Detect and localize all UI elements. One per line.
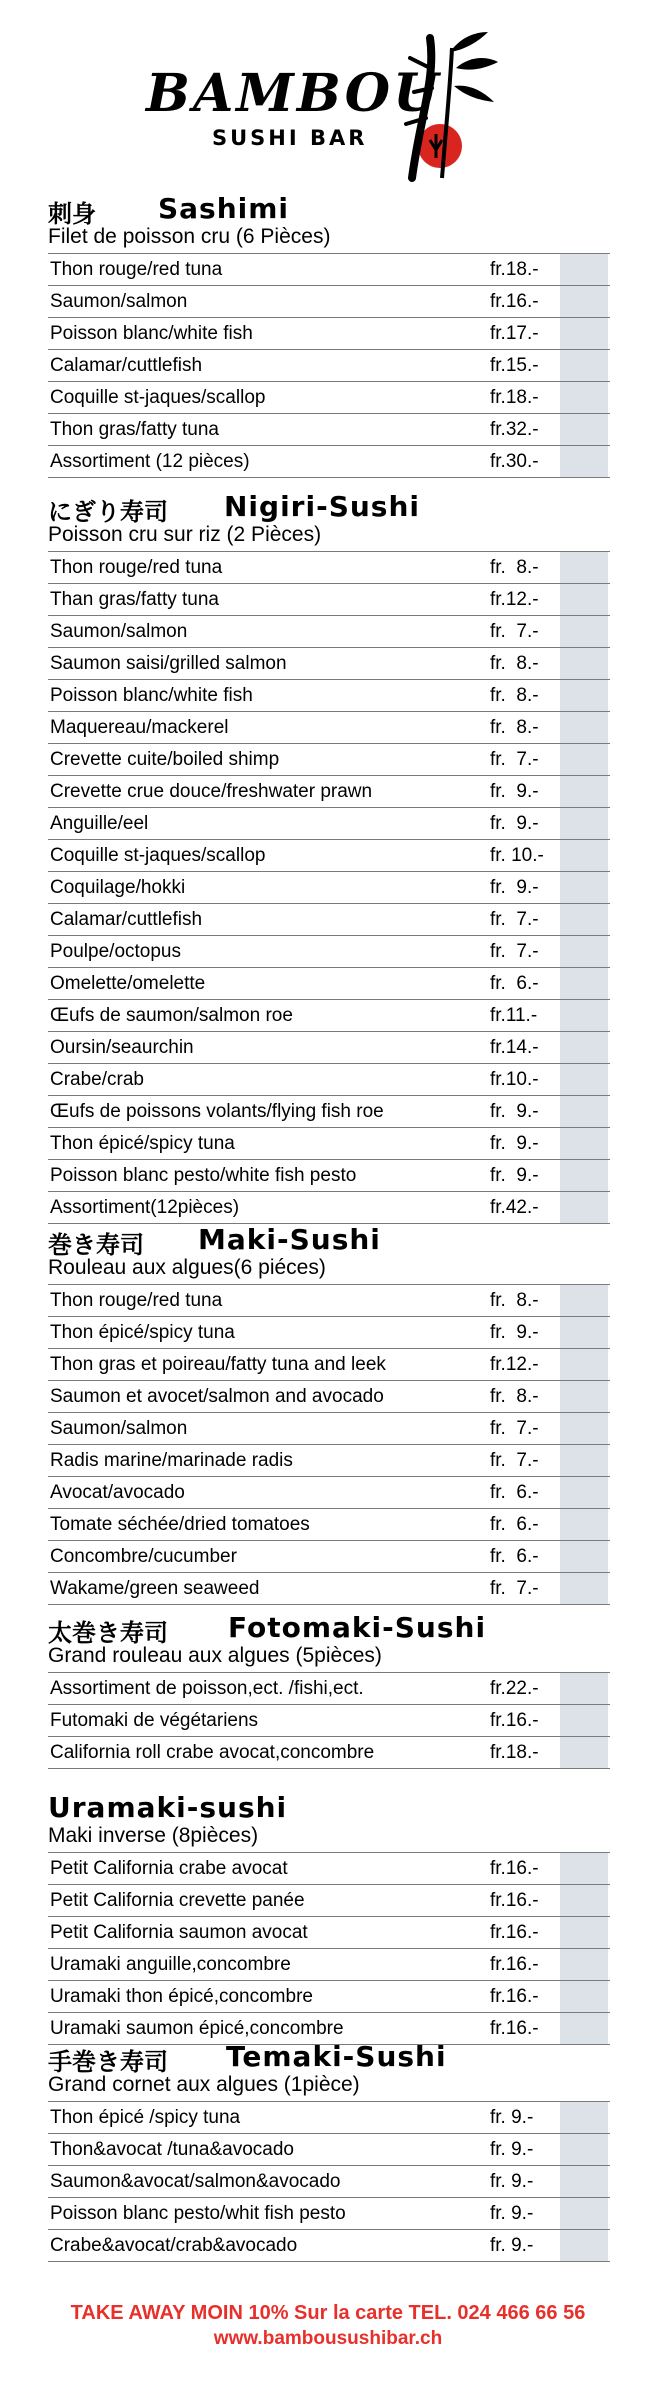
menu-item-name: Poulpe/octopus (50, 941, 181, 962)
section-heading (48, 1611, 610, 1647)
menu-item-name: Coquille st-jaques/scallop (50, 387, 266, 408)
quantity-input-box[interactable] (560, 1128, 608, 1159)
quantity-input-box[interactable] (560, 2134, 608, 2165)
quantity-input-box[interactable] (560, 2166, 608, 2197)
quantity-input-box[interactable] (560, 254, 608, 285)
menu-item-price: fr. 7.- (490, 1450, 539, 1471)
menu-item-price: fr.16.- (490, 1954, 539, 1975)
quantity-input-box[interactable] (560, 1949, 608, 1980)
menu-item-row (48, 1000, 610, 1032)
quantity-input-box[interactable] (560, 1381, 608, 1412)
quantity-input-box[interactable] (560, 318, 608, 349)
menu-item-row (48, 1064, 610, 1096)
section-subtitle: Grand cornet aux algues (1pièce) (48, 2073, 360, 2096)
bamboo-sun-logo-icon (390, 28, 510, 188)
menu-item-price: fr. 7.- (490, 1578, 539, 1599)
menu-item-name: Œufs de saumon/salmon roe (50, 1005, 293, 1026)
section-japanese-title: にぎり寿司 (48, 498, 168, 526)
quantity-input-box[interactable] (560, 616, 608, 647)
menu-item-name: Maquereau/mackerel (50, 717, 229, 738)
menu-item-name: Poisson blanc/white fish (50, 323, 253, 344)
menu-item-name: Calamar/cuttlefish (50, 909, 203, 930)
menu-item-price: fr. 6.- (490, 1482, 539, 1503)
menu-item-row (48, 254, 610, 286)
menu-item-price: fr.16.- (490, 1858, 539, 1879)
quantity-input-box[interactable] (560, 1853, 608, 1884)
menu-item-row (48, 1477, 610, 1509)
quantity-input-box[interactable] (560, 1032, 608, 1063)
menu-item-list (48, 1284, 610, 1605)
menu-item-list (48, 1852, 610, 2045)
menu-item-price: fr.17.- (490, 323, 539, 344)
menu-item-row (48, 1949, 610, 1981)
menu-item-price: fr. 8.- (490, 557, 539, 578)
menu-item-price: fr. 9.- (490, 2171, 534, 2192)
menu-item-price: fr.10.- (490, 1069, 539, 1090)
menu-item-name: Uramaki saumon épicé,concombre (50, 2018, 344, 2039)
menu-item-name: Œufs de poissons volants/flying fish roe (50, 1101, 384, 1122)
menu-item-name: Than gras/fatty tuna (50, 589, 219, 610)
menu-item-row (48, 1981, 610, 2013)
menu-item-price: fr.16.- (490, 2018, 539, 2039)
quantity-input-box[interactable] (560, 1917, 608, 1948)
quantity-input-box[interactable] (560, 414, 608, 445)
menu-item-row (48, 1705, 610, 1737)
menu-item-row (48, 680, 610, 712)
menu-item-name: Crevette cuite/boiled shimp (50, 749, 280, 770)
menu-item-row (48, 584, 610, 616)
menu-item-name: Saumon saisi/grilled salmon (50, 653, 287, 674)
menu-item-row (48, 1853, 610, 1885)
menu-item-name: Futomaki de végétariens (50, 1710, 259, 1731)
menu-item-price: fr.16.- (490, 1986, 539, 2007)
menu-item-row (48, 1349, 610, 1381)
menu-item-price: fr.18.- (490, 387, 539, 408)
menu-item-row (48, 2102, 610, 2134)
section-heading (48, 1223, 610, 1259)
menu-item-name: California roll crabe avocat,concombre (50, 1742, 375, 1763)
menu-item-price: fr.16.- (490, 1890, 539, 1911)
menu-item-name: Saumon/salmon (50, 1418, 188, 1439)
menu-item-list (48, 2101, 610, 2262)
menu-item-price: fr. 9.- (490, 2139, 534, 2160)
menu-item-name: Thon rouge/red tuna (50, 557, 223, 578)
section-title: Uramaki-sushi (48, 1791, 288, 1824)
website-link[interactable]: www.bambousushibar.ch (213, 2328, 443, 2349)
menu-item-list (48, 551, 610, 1224)
menu-item-price: fr.12.- (490, 589, 539, 610)
menu-item-name: Thon gras/fatty tuna (50, 419, 219, 440)
menu-section (48, 1223, 610, 1605)
menu-item-price: fr. 6.- (490, 1546, 539, 1567)
menu-item-price: fr. 7.- (490, 621, 539, 642)
quantity-input-box[interactable] (560, 1705, 608, 1736)
menu-item-name: Calamar/cuttlefish (50, 355, 203, 376)
menu-item-row (48, 744, 610, 776)
menu-item-row (48, 446, 610, 478)
menu-item-name: Petit California crevette panée (50, 1890, 305, 1911)
section-title: Maki-Sushi (198, 1223, 381, 1256)
menu-item-row (48, 808, 610, 840)
quantity-input-box[interactable] (560, 968, 608, 999)
menu-header (0, 0, 656, 178)
quantity-input-box[interactable] (560, 936, 608, 967)
menu-item-name: Poisson blanc/white fish (50, 685, 253, 706)
quantity-input-box[interactable] (560, 712, 608, 743)
quantity-input-box[interactable] (560, 1477, 608, 1508)
quantity-input-box[interactable] (560, 1285, 608, 1316)
logo-wordmark: BAMBOU (146, 63, 442, 124)
menu-item-price: fr. 10.- (490, 845, 544, 866)
menu-item-name: Petit California crabe avocat (50, 1858, 288, 1879)
quantity-input-box[interactable] (560, 2102, 608, 2133)
menu-item-row (48, 1673, 610, 1705)
quantity-input-box[interactable] (560, 2230, 608, 2261)
quantity-input-box[interactable] (560, 584, 608, 615)
quantity-input-box[interactable] (560, 1413, 608, 1444)
section-title: Temaki-Sushi (226, 2040, 447, 2073)
section-subtitle: Poisson cru sur riz (2 Pièces) (48, 523, 322, 546)
quantity-input-box[interactable] (560, 1096, 608, 1127)
menu-item-price: fr. 7.- (490, 1418, 539, 1439)
quantity-input-box[interactable] (560, 744, 608, 775)
menu-item-price: fr.16.- (490, 291, 539, 312)
menu-section (48, 490, 610, 1224)
menu-item-price: fr.16.- (490, 1922, 539, 1943)
section-subtitle: Grand rouleau aux algues (5pièces) (48, 1644, 382, 1667)
menu-item-price: fr. 8.- (490, 653, 539, 674)
quantity-input-box[interactable] (560, 1541, 608, 1572)
section-japanese-title: 刺身 (48, 200, 96, 228)
menu-item-price: fr. 9.- (490, 2235, 534, 2256)
menu-item-row (48, 1128, 610, 1160)
menu-item-row (48, 382, 610, 414)
logo-subtitle: SUSHI BAR (212, 126, 368, 150)
menu-item-price: fr. 8.- (490, 1290, 539, 1311)
section-japanese-title: 太巻き寿司 (48, 1619, 168, 1647)
menu-item-price: fr.18.- (490, 1742, 539, 1763)
menu-item-row (48, 1413, 610, 1445)
menu-item-row (48, 552, 610, 584)
menu-item-row (48, 1885, 610, 1917)
quantity-input-box[interactable] (560, 776, 608, 807)
menu-item-row (48, 840, 610, 872)
quantity-input-box[interactable] (560, 1349, 608, 1380)
menu-item-row (48, 1737, 610, 1769)
menu-item-name: Radis marine/marinade radis (50, 1450, 293, 1471)
menu-item-row (48, 318, 610, 350)
menu-item-row (48, 1917, 610, 1949)
menu-item-price: fr. 7.- (490, 749, 539, 770)
quantity-input-box[interactable] (560, 648, 608, 679)
menu-item-price: fr. 9.- (490, 813, 539, 834)
quantity-input-box[interactable] (560, 872, 608, 903)
menu-section (48, 1611, 610, 1769)
menu-item-row (48, 1541, 610, 1573)
section-heading (48, 490, 610, 526)
quantity-input-box[interactable] (560, 2198, 608, 2229)
menu-item-price: fr.30.- (490, 451, 539, 472)
menu-item-name: Thon gras et poireau/fatty tuna and leek (50, 1354, 386, 1375)
menu-item-price: fr.18.- (490, 259, 539, 280)
menu-item-name: Thon rouge/red tuna (50, 1290, 223, 1311)
menu-item-price: fr. 9.- (490, 2203, 534, 2224)
menu-item-row (48, 904, 610, 936)
quantity-input-box[interactable] (560, 1317, 608, 1348)
menu-item-price: fr. 9.- (490, 1165, 539, 1186)
menu-item-row (48, 776, 610, 808)
menu-item-row (48, 1445, 610, 1477)
quantity-input-box[interactable] (560, 840, 608, 871)
quantity-input-box[interactable] (560, 1192, 608, 1223)
menu-item-name: Crabe&avocat/crab&avocado (50, 2235, 298, 2256)
menu-item-row (48, 936, 610, 968)
menu-item-price: fr. 6.- (490, 973, 539, 994)
quantity-input-box[interactable] (560, 1445, 608, 1476)
section-title: Sashimi (158, 192, 290, 225)
menu-item-name: Tomate séchée/dried tomatoes (50, 1514, 310, 1535)
menu-item-price: fr. 7.- (490, 909, 539, 930)
menu-item-price: fr. 9.- (490, 781, 539, 802)
menu-item-name: Assortiment de poisson,ect. /fishi,ect. (50, 1678, 364, 1699)
menu-item-row (48, 1509, 610, 1541)
menu-item-name: Thon&avocat /tuna&avocado (50, 2139, 295, 2160)
menu-item-name: Saumon/salmon (50, 621, 188, 642)
menu-item-name: Poisson blanc pesto/whit fish pesto (50, 2203, 346, 2224)
menu-item-name: Thon rouge/red tuna (50, 259, 223, 280)
section-japanese-title: 手巻き寿司 (48, 2048, 168, 2076)
quantity-input-box[interactable] (560, 552, 608, 583)
menu-item-row (48, 350, 610, 382)
quantity-input-box[interactable] (560, 1573, 608, 1604)
quantity-input-box[interactable] (560, 382, 608, 413)
menu-item-name: Saumon/salmon (50, 291, 188, 312)
menu-item-price: fr. 9.- (490, 1133, 539, 1154)
menu-item-name: Uramaki anguille,concombre (50, 1954, 291, 1975)
menu-footer (0, 2300, 656, 2352)
menu-item-name: Thon épicé /spicy tuna (50, 2107, 241, 2128)
section-title: Nigiri-Sushi (224, 490, 420, 523)
quantity-input-box[interactable] (560, 1509, 608, 1540)
menu-item-name: Oursin/seaurchin (50, 1037, 194, 1058)
menu-item-price: fr. 9.- (490, 1322, 539, 1343)
menu-item-name: Uramaki thon épicé,concombre (50, 1986, 313, 2007)
menu-item-name: Avocat/avocado (50, 1482, 185, 1503)
quantity-input-box[interactable] (560, 446, 608, 477)
section-heading (48, 1791, 610, 1823)
section-subtitle: Rouleau aux algues(6 piéces) (48, 1256, 326, 1279)
menu-item-price: fr.11.- (490, 1005, 538, 1026)
menu-item-row (48, 1096, 610, 1128)
menu-section (48, 192, 610, 478)
menu-item-name: Concombre/cucumber (50, 1546, 237, 1567)
quantity-input-box[interactable] (560, 1064, 608, 1095)
section-subtitle: Maki inverse (8pièces) (48, 1824, 259, 1847)
menu-item-name: Anguille/eel (50, 813, 149, 834)
menu-item-row (48, 968, 610, 1000)
menu-item-row (48, 286, 610, 318)
section-title: Fotomaki-Sushi (228, 1611, 487, 1644)
menu-item-name: Thon épicé/spicy tuna (50, 1322, 235, 1343)
section-japanese-title: 巻き寿司 (48, 1231, 144, 1259)
menu-item-price: fr.14.- (490, 1037, 539, 1058)
menu-item-row (48, 1160, 610, 1192)
quantity-input-box[interactable] (560, 1885, 608, 1916)
quantity-input-box[interactable] (560, 1160, 608, 1191)
section-heading (48, 2040, 610, 2076)
menu-item-list (48, 1672, 610, 1769)
menu-item-row (48, 1573, 610, 1605)
quantity-input-box[interactable] (560, 904, 608, 935)
menu-section (48, 1791, 610, 2045)
menu-item-row (48, 1032, 610, 1064)
quantity-input-box[interactable] (560, 1673, 608, 1704)
menu-item-row (48, 872, 610, 904)
menu-item-price: fr. 9.- (490, 2107, 534, 2128)
section-heading (48, 192, 610, 228)
quantity-input-box[interactable] (560, 1000, 608, 1031)
quantity-input-box[interactable] (560, 1981, 608, 2012)
menu-item-row (48, 712, 610, 744)
section-subtitle: Filet de poisson cru (6 Pièces) (48, 225, 331, 248)
quantity-input-box[interactable] (560, 680, 608, 711)
menu-item-price: fr. 8.- (490, 685, 539, 706)
menu-item-name: Coquilage/hokki (50, 877, 186, 898)
menu-item-row (48, 616, 610, 648)
quantity-input-box[interactable] (560, 286, 608, 317)
menu-item-name: Omelette/omelette (50, 973, 206, 994)
menu-item-row (48, 2230, 610, 2262)
menu-item-name: Saumon et avocet/salmon and avocado (50, 1386, 384, 1407)
takeaway-notice: TAKE AWAY MOIN 10% Sur la carte TEL. 024 466 66 56 (70, 2302, 586, 2324)
menu-item-price: fr.12.- (490, 1354, 539, 1375)
menu-item-price: fr.16.- (490, 1710, 539, 1731)
menu-item-price: fr. 7.- (490, 941, 539, 962)
menu-item-name: Thon épicé/spicy tuna (50, 1133, 235, 1154)
menu-item-name: Coquille st-jaques/scallop (50, 845, 266, 866)
menu-item-row (48, 414, 610, 446)
menu-item-name: Assortiment (12 pièces) (50, 451, 250, 472)
quantity-input-box[interactable] (560, 1737, 608, 1768)
menu-item-price: fr. 9.- (490, 1101, 539, 1122)
menu-item-row (48, 1381, 610, 1413)
menu-item-price: fr.15.- (490, 355, 539, 376)
menu-item-row (48, 1285, 610, 1317)
menu-item-price: fr. 9.- (490, 877, 539, 898)
menu-item-price: fr. 6.- (490, 1514, 539, 1535)
menu-item-row (48, 2134, 610, 2166)
menu-item-price: fr. 8.- (490, 1386, 539, 1407)
menu-section (48, 2040, 610, 2262)
menu-item-row (48, 2166, 610, 2198)
menu-item-price: fr.22.- (490, 1678, 539, 1699)
menu-item-row (48, 1317, 610, 1349)
menu-item-name: Petit California saumon avocat (50, 1922, 308, 1943)
menu-item-name: Wakame/green seaweed (50, 1578, 260, 1599)
menu-item-row (48, 648, 610, 680)
quantity-input-box[interactable] (560, 350, 608, 381)
quantity-input-box[interactable] (560, 808, 608, 839)
menu-item-name: Assortiment(12pièces) (50, 1197, 240, 1218)
menu-item-price: fr.42.- (490, 1197, 539, 1218)
menu-item-name: Saumon&avocat/salmon&avocado (50, 2171, 341, 2192)
menu-item-list (48, 253, 610, 478)
menu-item-name: Poisson blanc pesto/white fish pesto (50, 1165, 357, 1186)
menu-item-name: Crabe/crab (50, 1069, 144, 1090)
menu-item-row (48, 2198, 610, 2230)
menu-item-price: fr.32.- (490, 419, 539, 440)
menu-item-price: fr. 8.- (490, 717, 539, 738)
menu-item-row (48, 1192, 610, 1224)
menu-item-name: Crevette crue douce/freshwater prawn (50, 781, 373, 802)
